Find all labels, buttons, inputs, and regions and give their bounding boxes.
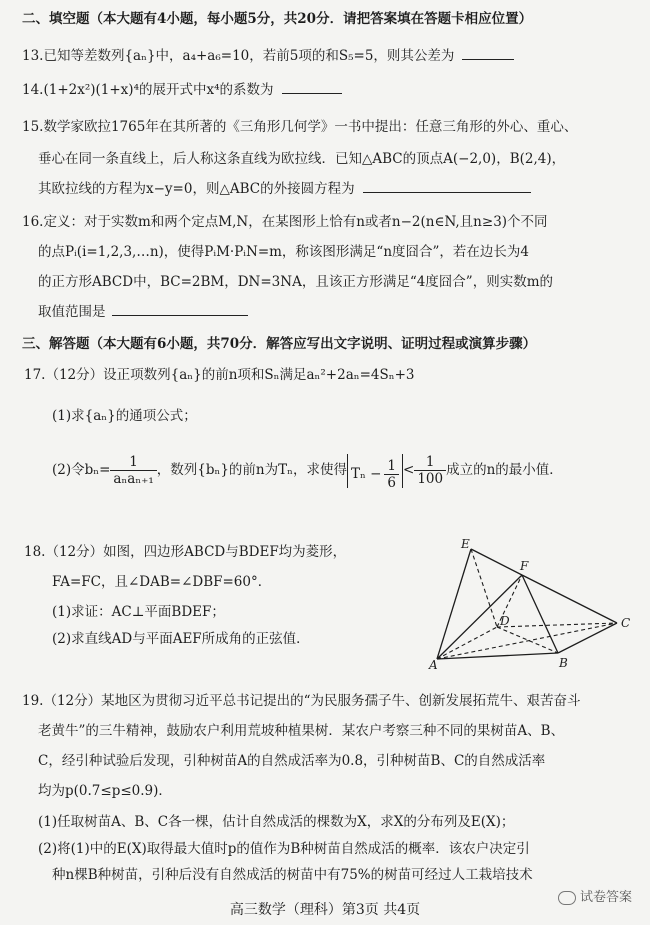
edge-bc [558, 623, 617, 653]
edge-fc [522, 575, 617, 623]
question-14: 14.(1+2x²)(1+x)⁴的展开式中x⁴的系数为 [22, 81, 342, 99]
question-17-part1: (1)求{aₙ}的通项公式； [52, 408, 197, 424]
absolute-value: Tₙ − $\frac{1}{6}$ [347, 454, 403, 488]
section3-title: 三、解答题（本大题有6小题，共70分．解答应写出文字说明、证明过程或演算步骤） [22, 336, 537, 352]
edge-db [497, 627, 558, 653]
label-e: E [461, 537, 470, 551]
question-16-line1: 16.定义：对于实数m和两个定点M,N，在某图形上恰有n或者n−2(n∈N,且n≥3)个不同 [22, 214, 548, 230]
question-16-line4: 取值范围是 [38, 303, 248, 321]
question-18-line2: FA=FC，且∠DAB=∠DBF=60°． [52, 574, 272, 590]
geometry-figure [425, 535, 640, 675]
answer-blank[interactable] [282, 81, 342, 94]
section2-title: 二、填空题（本大题有4小题，每小题5分，共20分．请把答案填在答题卡相应位置） [22, 11, 533, 27]
question-16-line2: 的点Pᵢ(i=1,2,3,…n)，使得PᵢM·PᵢN=m，称该图形满足“n度囧合”，若在边长为4 [38, 244, 530, 260]
label-f: F [520, 559, 529, 573]
answer-blank[interactable] [363, 180, 531, 193]
question-15-line3: 其欧拉线的方程为x−y=0，则△ABC的外接圆方程为 [38, 180, 531, 198]
question-18-line1: 18.（12分）如图，四边形ABCD与BDEF均为菱形， [24, 544, 347, 560]
answer-blank[interactable] [112, 303, 248, 316]
edge-ab [437, 653, 558, 659]
question-18-part2: (2)求直线AD与平面AEF所成角的正弦值． [52, 631, 310, 647]
question-19-line1: 19.（12分）某地区为贯彻习近平总书记提出的“为民服务孺子牛、创新发展拓荒牛、艰苦奋斗 [22, 693, 581, 709]
question-17-part2: (2)令bₙ= $\frac{1}{\text{aₙaₙ₊₁}}$ ，数列{bₙ}的前n为Tₙ，求使得 Tₙ − $\frac{1}{6}$ < $\frac{1}{100}$ 成立的n的最小值． [52, 454, 563, 491]
fraction-1-100: $\frac{1}{100}$ [414, 454, 446, 487]
question-13: 13.已知等差数列{aₙ}中，a₄+a₆=10，若前5项的和S₅=5，则其公差为 [22, 47, 514, 65]
label-d: D [500, 614, 510, 628]
question-19-part1: (1)任取树苗A、B、C各一棵，估计自然成活的棵数为X，求X的分布列及E(X)； [38, 814, 515, 830]
question-18-part1: (1)求证：AC⊥平面BDEF； [52, 604, 225, 620]
question-16-line3: 的正方形ABCD中，BC=2BM，DN=3NA，且该正方形满足“4度囧合”，则实数m的 [38, 274, 554, 290]
label-c: C [621, 616, 631, 630]
wechat-icon [558, 891, 576, 905]
page-footer: 高三数学（理科）第3页 共4页 [229, 902, 421, 918]
edge-dc [497, 623, 617, 627]
label-a: A [429, 658, 438, 672]
question-19-line3: C，经引种试验后发现，引种树苗A的自然成活率为0.8，引种树苗B、C的自然成活率 [38, 753, 546, 769]
question-19-line4: 均为p(0.7≤p≤0.9)． [38, 783, 172, 799]
question-19-line2: 老黄牛”的三牛精神，鼓励农户利用荒坡种植果树．某农户考察三种不同的果树苗A、B、 [38, 723, 565, 739]
question-15-line2: 垂心在同一条直线上，后人称这条直线为欧拉线．已知△ABC的顶点A(−2,0)，B(2,4)， [38, 151, 566, 167]
answer-blank[interactable] [462, 47, 514, 60]
label-b: B [559, 656, 568, 670]
question-19-part2-line2: 种n棵B种树苗，引种后没有自然成活的树苗中有75%的树苗可经过人工栽培技术 [52, 867, 533, 883]
question-17-head: 17.（12分）设正项数列{aₙ}的前n项和Sₙ满足aₙ²+2aₙ=4Sₙ+3 [24, 367, 415, 383]
watermark: 试卷答案 [558, 886, 632, 905]
question-15-line1: 15.数学家欧拉1765年在其所著的《三角形几何学》一书中提出：任意三角形的外心、重心、 [22, 119, 578, 135]
fraction-b-n: $\frac{1}{\text{aₙaₙ₊₁}}$ [110, 454, 156, 487]
edge-ac [437, 623, 617, 659]
question-19-part2-line1: (2)将(1)中的E(X)取得最大值时p的值作为B种树苗自然成活的概率．该农户决定引 [38, 841, 530, 857]
